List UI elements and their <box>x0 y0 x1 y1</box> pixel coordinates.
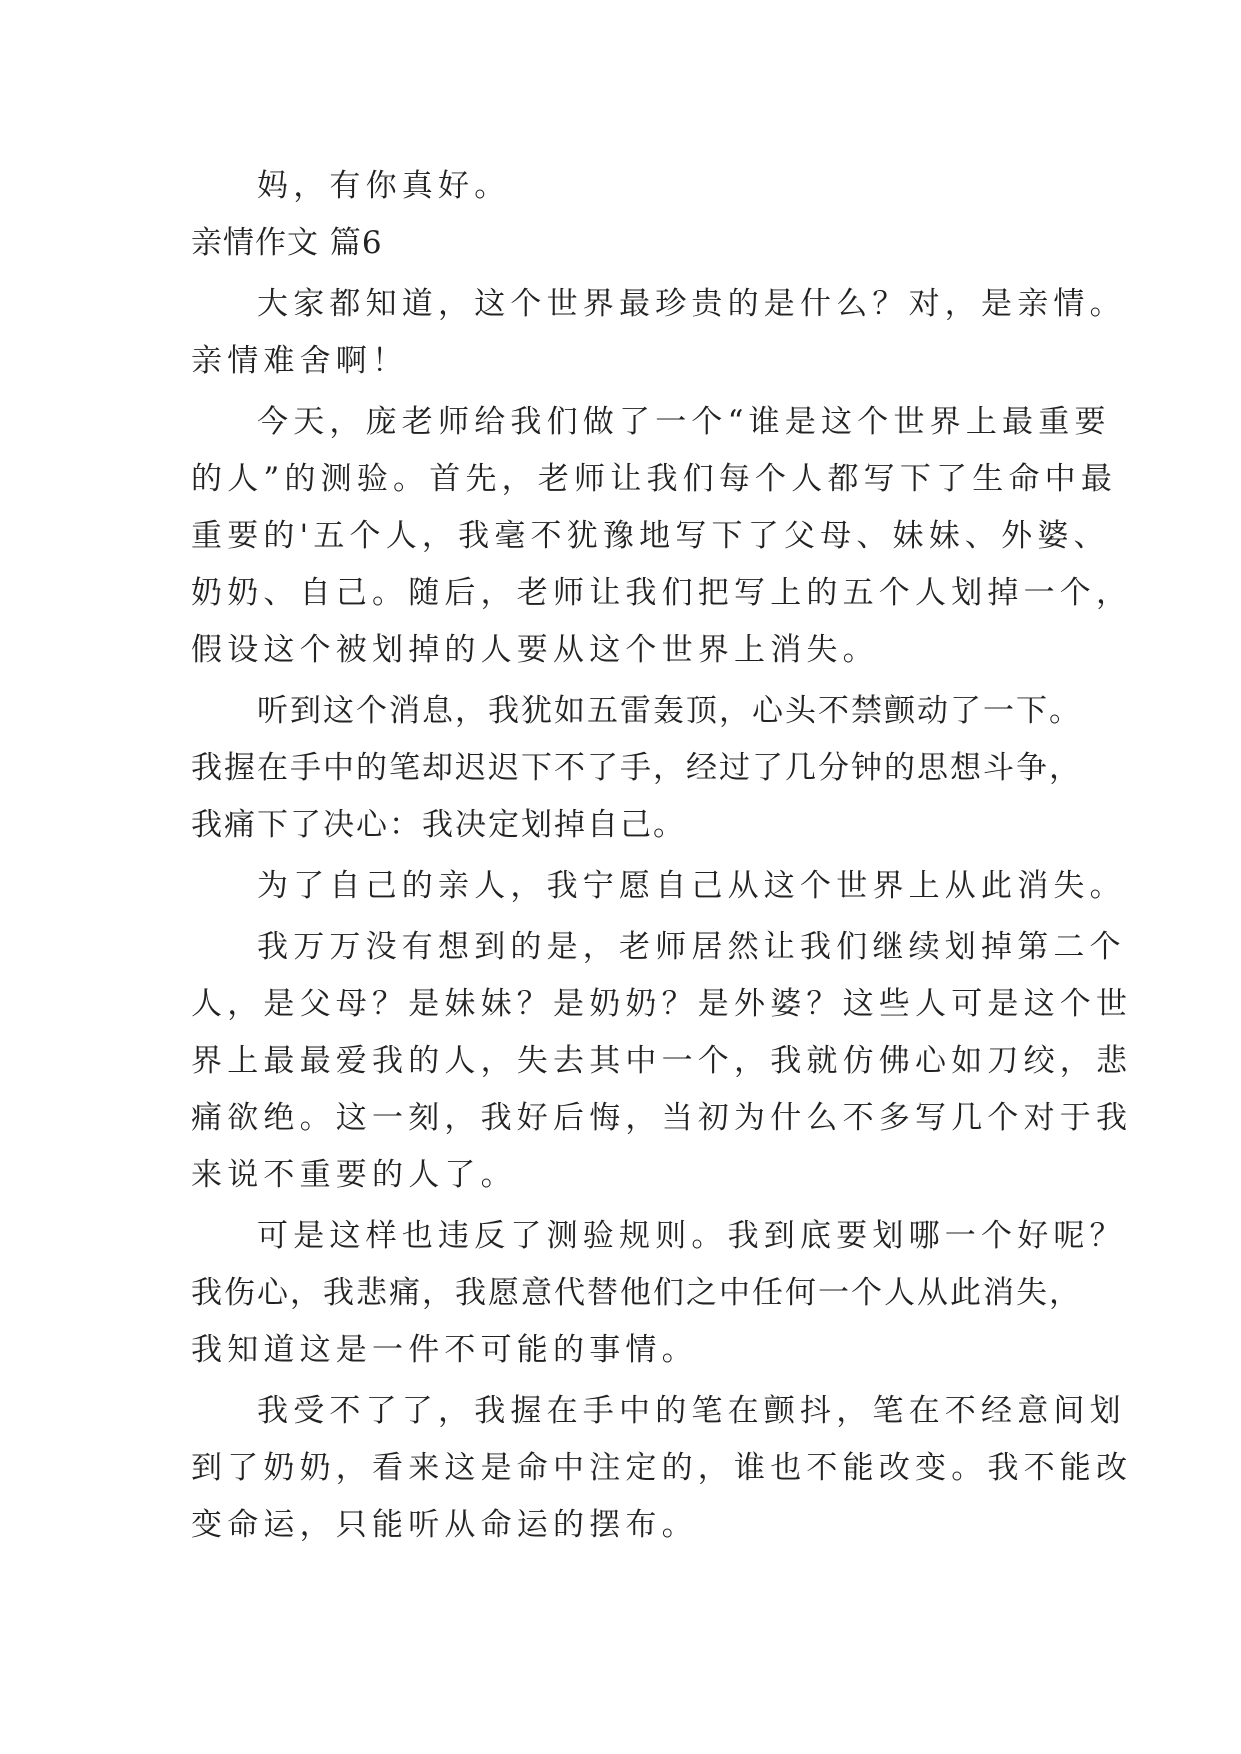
paragraph-line: 假设这个被划掉的人要从这个世界上消失。 <box>191 632 879 668</box>
paragraph-7 <box>191 1383 1133 1554</box>
paragraph-line: 变命运，只能听从命运的摆布。 <box>191 1507 698 1543</box>
paragraph-line: 我万万没有想到的是，老师居然让我们继续划掉第二个 <box>257 929 1126 965</box>
paragraph-line: 重要的'五个人，我毫不犹豫地写下了父母、妹妹、外婆、 <box>191 518 1110 554</box>
paragraph-line: 到了奶奶，看来这是命中注定的，谁也不能改变。我不能改 <box>191 1450 1133 1486</box>
paragraph-line: 的人”的测验。首先，老师让我们每个人都写下了生命中最 <box>191 461 1118 497</box>
section-title: 亲情作文 篇6 <box>191 225 383 261</box>
paragraph-line: 我握在手中的笔却迟迟下不了手，经过了几分钟的思想斗争， <box>191 750 1082 786</box>
paragraph-line: 我伤心，我悲痛，我愿意代替他们之中任何一个人从此消失， <box>191 1275 1082 1311</box>
paragraph-1 <box>191 276 1126 390</box>
opening-line: 妈，有你真好。 <box>257 168 511 204</box>
paragraph-3 <box>191 683 1082 854</box>
paragraph-6 <box>191 1208 1126 1379</box>
paragraph-line: 可是这样也违反了测验规则。我到底要划哪一个好呢？ <box>257 1218 1126 1254</box>
paragraph-line: 为了自己的亲人，我宁愿自己从这个世界上从此消失。 <box>257 868 1126 904</box>
paragraph-line: 大家都知道，这个世界最珍贵的是什么？对，是亲情。 <box>257 286 1126 322</box>
paragraph-line: 来说不重要的人了。 <box>191 1157 517 1193</box>
document-body <box>191 158 1133 1554</box>
paragraph-line: 人，是父母？是妹妹？是奶奶？是外婆？这些人可是这个世 <box>191 986 1133 1022</box>
paragraph-2 <box>191 394 1133 679</box>
paragraph-line: 今天，庞老师给我们做了一个“谁是这个世界上最重要 <box>257 404 1111 440</box>
paragraph-line: 听到这个消息，我犹如五雷轰顶，心头不禁颤动了一下。 <box>257 693 1082 729</box>
paragraph-line: 我知道这是一件不可能的事情。 <box>191 1332 698 1368</box>
paragraph-line: 我受不了了，我握在手中的笔在颤抖，笔在不经意间划 <box>257 1393 1126 1429</box>
paragraph-line: 亲情难舍啊！ <box>191 343 409 379</box>
paragraph-4 <box>191 858 1126 915</box>
paragraph-line: 界上最最爱我的人，失去其中一个，我就仿佛心如刀绞，悲 <box>191 1043 1133 1079</box>
paragraph-line: 痛欲绝。这一刻，我好后悔，当初为什么不多写几个对于我 <box>191 1100 1133 1136</box>
paragraph-5 <box>191 919 1133 1204</box>
paragraph-line: 我痛下了决心：我决定划掉自己。 <box>191 807 686 843</box>
paragraph-line: 奶奶、自己。随后，老师让我们把写上的五个人划掉一个， <box>191 575 1133 611</box>
